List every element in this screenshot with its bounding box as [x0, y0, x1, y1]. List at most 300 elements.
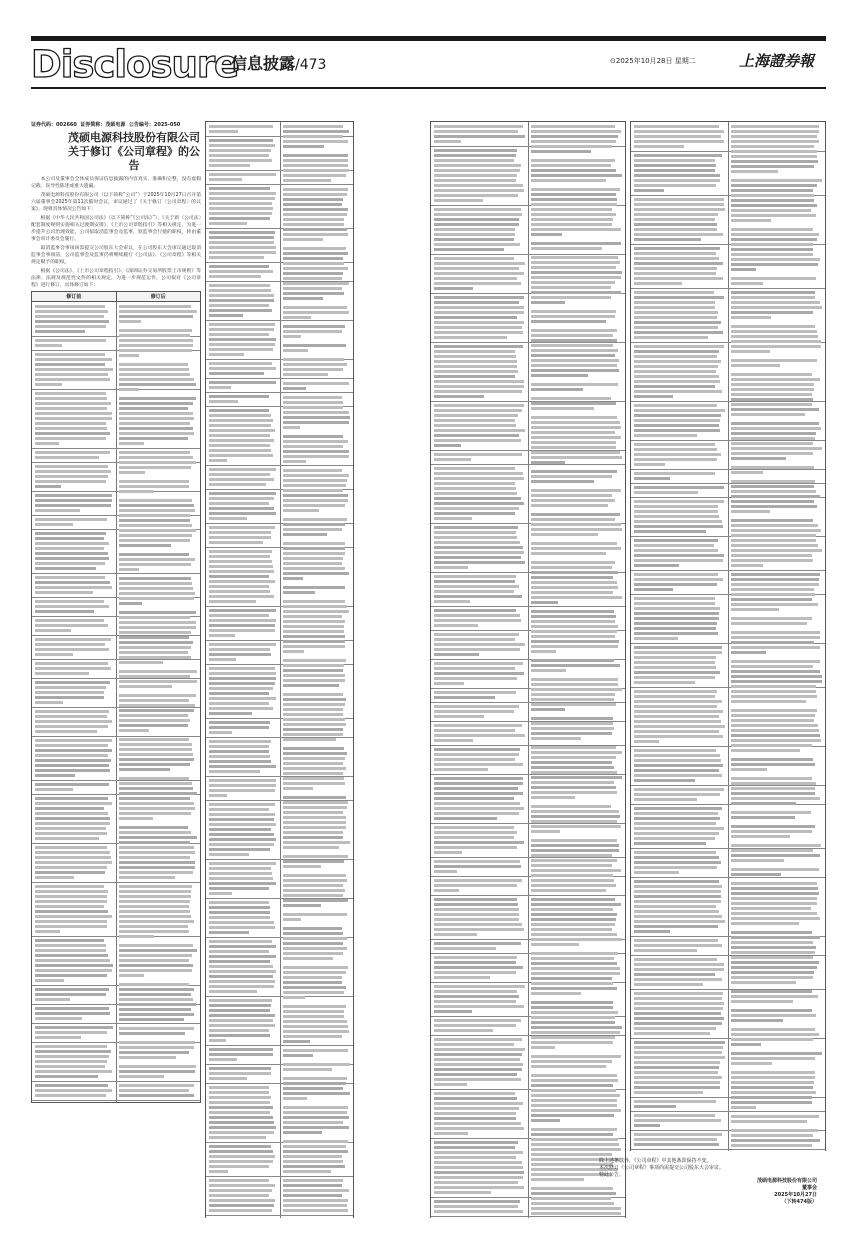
text-line [531, 1178, 584, 1181]
text-line [209, 1136, 266, 1139]
text-line [209, 921, 274, 924]
text-line [634, 277, 723, 280]
text-line [434, 1078, 521, 1081]
text-line [731, 882, 817, 885]
text-line [209, 1091, 269, 1094]
text-line [283, 330, 342, 333]
text-line [731, 403, 812, 406]
text-line [283, 801, 349, 804]
text-line [283, 267, 348, 270]
text-line [531, 708, 565, 711]
text-line [434, 990, 517, 993]
text-line [434, 846, 517, 849]
text-line [119, 656, 191, 659]
text-line [283, 325, 346, 328]
text-line [283, 640, 346, 643]
text-line [434, 424, 516, 427]
text-line [531, 889, 606, 892]
text-line [634, 164, 716, 167]
text-line [531, 791, 617, 794]
text-line [531, 383, 618, 386]
text-line [731, 912, 817, 915]
text-line [209, 299, 274, 302]
column-4 [630, 121, 826, 1151]
text-line [731, 583, 819, 586]
text-line [209, 697, 276, 700]
text-line [434, 375, 515, 378]
text-line [634, 272, 716, 275]
text-line [434, 477, 524, 480]
text-line [634, 740, 659, 743]
text-line [531, 987, 617, 990]
text-line [634, 458, 717, 461]
text-line [283, 1140, 349, 1143]
text-line [434, 355, 516, 358]
text-line [634, 769, 719, 772]
text-line [119, 320, 141, 323]
text-line [434, 758, 515, 761]
text-line [283, 728, 344, 731]
text-line [434, 1000, 516, 1003]
text-line [634, 414, 721, 417]
text-line [209, 575, 269, 578]
text-line [283, 610, 350, 613]
text-line [731, 782, 816, 785]
text-line [634, 549, 718, 552]
text-line [531, 1041, 613, 1044]
text-line [283, 1111, 347, 1114]
text-line [634, 360, 721, 363]
text-line [434, 1005, 524, 1008]
text-line [434, 482, 515, 485]
text-line [283, 630, 344, 633]
text-line [283, 311, 350, 314]
row-divider [32, 1081, 200, 1082]
text-line [119, 729, 149, 732]
text-line [119, 616, 190, 619]
text-line [209, 970, 276, 973]
text-line [634, 301, 715, 304]
text-line [209, 1165, 269, 1168]
text-line [434, 879, 522, 882]
text-line [283, 567, 346, 570]
text-line [209, 1111, 270, 1114]
text-line [434, 1063, 523, 1066]
text-line [35, 624, 108, 627]
text-line [634, 958, 717, 961]
text-line [209, 906, 270, 909]
text-line [731, 306, 822, 309]
text-line [283, 306, 347, 309]
text-line [434, 782, 523, 785]
text-line [434, 1083, 467, 1086]
text-line [283, 981, 343, 984]
text-line [283, 600, 346, 603]
signature-board: 董事会 [801, 1185, 817, 1191]
text-line [283, 605, 348, 608]
text-line [634, 949, 697, 952]
text-line [283, 865, 321, 868]
text-line [434, 841, 524, 844]
text-line [283, 1184, 343, 1187]
text-line [209, 877, 273, 880]
text-line [731, 690, 816, 693]
text-line [434, 154, 516, 157]
text-line [283, 159, 349, 162]
text-line [731, 768, 767, 771]
text-line [434, 194, 518, 197]
text-line [531, 962, 617, 965]
text-line [209, 241, 274, 244]
text-line [434, 971, 516, 974]
text-line [209, 692, 269, 695]
text-line [209, 1189, 272, 1192]
text-line [35, 925, 107, 928]
text-line [35, 944, 106, 947]
text-line [209, 794, 227, 797]
text-line [731, 204, 817, 207]
text-line [731, 936, 820, 939]
text-line [634, 910, 719, 913]
text-line [731, 593, 815, 596]
text-line [634, 817, 720, 820]
text-line [119, 334, 190, 337]
text-line [283, 1126, 350, 1129]
text-line [434, 1156, 516, 1159]
text-line [209, 867, 271, 870]
text-line [35, 648, 109, 651]
text-line [283, 401, 344, 404]
text-line [434, 487, 516, 490]
text-line [283, 836, 343, 839]
text-line [119, 959, 189, 962]
text-line [731, 228, 813, 231]
intro-paragraph-2: 茂硕电源科技股份有限公司（以下简称“公司”）于2025年10月27日召开第六届董事会2025年第11次临时会议，审议通过了《关于修订〈公司章程〉的议案》，现将具体情况公告如下： [31, 193, 201, 213]
text-line [119, 490, 153, 493]
text-line [531, 1021, 615, 1024]
text-line [531, 771, 617, 774]
text-line [731, 1096, 812, 1099]
text-line [283, 489, 344, 492]
text-line [634, 856, 719, 859]
text-line [634, 370, 716, 373]
text-line [35, 643, 105, 646]
text-line [731, 917, 820, 920]
text-line [283, 208, 348, 211]
text-line [119, 993, 191, 996]
text-line [634, 764, 723, 767]
text-line [634, 822, 716, 825]
text-line [731, 990, 812, 993]
text-line [634, 554, 724, 557]
text-line [434, 169, 520, 172]
text-line [119, 675, 190, 678]
text-line [634, 434, 697, 437]
text-line [119, 719, 190, 722]
text-line [209, 745, 269, 748]
text-line [731, 243, 813, 246]
text-line [434, 648, 520, 651]
text-line [35, 412, 112, 415]
text-line [209, 1086, 269, 1089]
text-line [209, 473, 270, 476]
text-line [531, 310, 616, 313]
text-line [119, 427, 193, 430]
text-line [209, 960, 270, 963]
text-line [434, 976, 490, 979]
row-divider [631, 877, 825, 878]
text-line [434, 933, 477, 936]
text-line [209, 1155, 275, 1158]
text-line [35, 959, 110, 962]
text-line [283, 1025, 349, 1028]
text-line [531, 761, 612, 764]
text-line [35, 600, 104, 603]
text-line [209, 985, 274, 988]
text-line [35, 392, 106, 395]
text-line [283, 257, 344, 260]
text-line [119, 592, 195, 595]
text-line [119, 329, 192, 332]
text-line [634, 632, 718, 635]
text-line [35, 837, 99, 840]
text-line [119, 890, 191, 893]
text-line [434, 1029, 493, 1032]
text-line [634, 365, 718, 368]
text-line [434, 497, 521, 500]
text-line [283, 1077, 347, 1080]
text-line [209, 284, 270, 287]
text-line [634, 145, 684, 148]
text-line [434, 526, 518, 529]
text-line [531, 977, 612, 980]
text-line [434, 566, 468, 569]
text-line [531, 810, 619, 813]
text-line [531, 301, 565, 304]
text-line [35, 725, 108, 728]
page-content [31, 121, 826, 1218]
text-line [209, 999, 272, 1002]
signature-company: 茂硕电源科技股份有限公司 [756, 1178, 817, 1184]
text-line [283, 718, 345, 721]
text-line [283, 528, 343, 531]
text-line [531, 1119, 560, 1122]
text-line [434, 696, 495, 699]
text-line [634, 125, 719, 128]
text-line [634, 409, 725, 412]
text-line [209, 848, 270, 851]
text-line [531, 967, 620, 970]
text-line [283, 135, 343, 138]
row-divider [431, 823, 625, 824]
text-line [434, 1092, 515, 1095]
row-divider [631, 570, 825, 571]
text-line [434, 860, 520, 863]
text-line [119, 558, 195, 561]
text-line [35, 667, 111, 670]
text-line [731, 995, 818, 998]
text-line [531, 635, 615, 638]
text-line [531, 369, 619, 372]
text-line [434, 1058, 520, 1061]
text-line [434, 223, 519, 226]
text-line [283, 1145, 347, 1148]
text-line [731, 873, 781, 876]
text-line [531, 830, 560, 833]
text-line [434, 1151, 523, 1154]
text-line [209, 565, 273, 568]
text-line [434, 677, 517, 680]
text-line [35, 876, 74, 879]
closing-line-2: 本次修订《公司章程》事项尚需提交公司股东大会审议。 [599, 1165, 725, 1171]
text-line [434, 928, 524, 931]
text-line [283, 460, 307, 463]
text-line [634, 895, 721, 898]
text-line [634, 1061, 720, 1064]
text-line [531, 266, 616, 269]
text-line [35, 939, 104, 942]
text-line [531, 746, 616, 749]
text-line [283, 474, 350, 477]
text-line [283, 937, 347, 940]
text-line [119, 797, 190, 800]
text-line [434, 439, 521, 442]
text-line [531, 416, 617, 419]
text-line [731, 849, 813, 852]
text-line [731, 1139, 820, 1142]
text-line [35, 610, 94, 613]
text-line [731, 165, 814, 168]
text-line [531, 218, 613, 221]
text-line [283, 796, 347, 799]
text-line [634, 530, 706, 533]
text-line [634, 880, 719, 883]
text-line [283, 344, 347, 347]
text-line [35, 701, 63, 704]
text-line [283, 1165, 345, 1168]
text-line [731, 364, 780, 367]
text-line [283, 708, 343, 711]
row-divider [431, 254, 625, 255]
text-line [283, 1204, 348, 1207]
text-line [634, 612, 719, 615]
text-line [434, 507, 519, 510]
text-line [634, 705, 717, 708]
text-line [35, 344, 62, 347]
text-line [434, 444, 461, 447]
text-line [634, 355, 717, 358]
text-line [209, 828, 271, 831]
text-line [731, 413, 805, 416]
text-line [531, 339, 617, 342]
text-line [731, 471, 763, 474]
text-line [531, 1128, 617, 1131]
text-line [634, 646, 722, 649]
text-line [531, 145, 612, 148]
text-line [531, 193, 616, 196]
text-line [434, 1200, 520, 1203]
text-line [35, 885, 104, 888]
text-line [209, 950, 269, 953]
text-line [283, 518, 348, 521]
text-line [531, 125, 615, 128]
text-line [434, 1166, 523, 1169]
text-line [283, 125, 344, 128]
text-line [35, 802, 112, 805]
text-line [283, 884, 344, 887]
text-line [634, 779, 695, 782]
text-line [531, 732, 612, 735]
text-line [283, 620, 345, 623]
text-line [35, 910, 108, 913]
text-line [209, 931, 249, 934]
text-line [209, 1116, 273, 1119]
text-line [283, 1054, 313, 1057]
text-line [731, 709, 817, 712]
text-line [209, 823, 276, 826]
text-line [283, 645, 345, 648]
text-line [731, 125, 819, 128]
text-line [119, 807, 195, 810]
text-line [283, 635, 346, 638]
text-line [634, 1051, 722, 1054]
amendment-table-2 [205, 121, 354, 1218]
text-line [209, 750, 269, 753]
text-line [634, 905, 716, 908]
text-line [731, 170, 778, 173]
text-line [119, 1003, 196, 1006]
text-line [283, 879, 348, 882]
text-line [35, 509, 80, 512]
text-line [634, 1119, 721, 1122]
text-line [531, 164, 611, 167]
text-line [634, 890, 721, 893]
text-line [634, 291, 714, 294]
row-divider [32, 882, 200, 883]
text-line [209, 348, 273, 351]
text-line [434, 1048, 525, 1051]
text-line [434, 531, 516, 534]
text-line [283, 1040, 310, 1043]
text-line [634, 247, 720, 250]
text-line [119, 373, 190, 376]
text-line [434, 365, 517, 368]
text-line [634, 208, 725, 211]
amendment-table-4 [630, 121, 826, 1151]
text-line [35, 1065, 105, 1068]
text-line [531, 1094, 620, 1097]
text-line [434, 753, 519, 756]
text-line [283, 821, 347, 824]
text-line [434, 633, 519, 636]
text-line [119, 432, 194, 435]
text-line [434, 385, 524, 388]
text-line [209, 682, 275, 685]
row-divider [431, 857, 625, 858]
text-line [434, 316, 517, 319]
text-line [119, 661, 163, 664]
row-divider [32, 678, 200, 679]
text-line [119, 998, 193, 1001]
text-line [283, 542, 345, 545]
text-line [531, 256, 618, 259]
row-divider [206, 320, 353, 321]
text-line [531, 844, 619, 847]
text-line [119, 631, 191, 634]
text-line [209, 526, 275, 529]
text-line [209, 600, 256, 603]
text-line [531, 431, 615, 434]
